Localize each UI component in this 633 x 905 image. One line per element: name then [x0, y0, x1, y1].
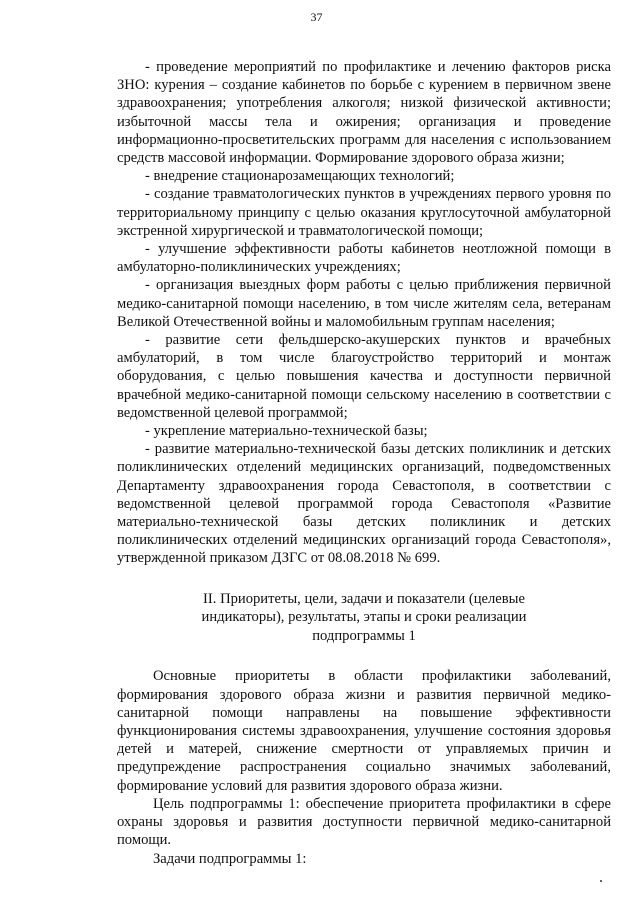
body-paragraph-priorities: Основные приоритеты в области профилактики заболеваний, формирования здорового образа жизни и развития первичной медико-санитарной помощи направлены на повышение эффективности функционирования системы здравоохранения, улучшение состояния здоровья детей и матерей, снижение смертности от управляемых причин и предупреждение распространения социально значимых заболеваний, формирование условий для развития здорового образа жизни.	[117, 668, 611, 794]
spacer	[117, 645, 611, 667]
list-item: - внедрение стационарозамещающих технологий;	[145, 168, 455, 185]
page-number: 37	[310, 10, 323, 24]
scan-speck	[600, 880, 602, 882]
list-item: - организация выездных форм работы с целью приближения первичной медико-санитарной помощи населению, в том числе жителям села, ветеранам Великой Отечественной войны и маломобильным группам населения;	[117, 277, 611, 330]
section-heading	[117, 590, 611, 646]
body-paragraph-tasks: Задачи подпрограммы 1:	[153, 850, 307, 867]
list-item: - проведение мероприятий по профилактике и лечению факторов риска ЗНО: курения – создание кабинетов по борьбе с курением в первичном звене здравоохранения; употребления алкоголя; низкой физической активности; избыточной массы тела и ожирения; организация и проведение информационно-просветительских программ для населения с использованием средств массовой информации. Формирование здорового образа жизни;	[117, 59, 611, 167]
list-item: - развитие сети фельдшерско-акушерских пунктов и врачебных амбулаторий, в том числе благоустройство территорий и монтаж оборудования, с целью повышения качества и доступности первичной врачебной медико-санитарной помощи сельскому населению в соответствии с ведомственной целевой программой;	[117, 332, 611, 421]
list-item: - улучшение эффективности работы кабинетов неотложной помощи в амбулаторно-поликлинических учреждениях;	[117, 241, 611, 276]
list-item: - развитие материально-технической базы детских поликлиник и детских поликлинических отделений медицинских организаций, подведомственных Департаменту здравоохранения города Севастополя, в соответствии с ведомственной целевой программой города Севастополя «Развитие материально-технической базы детских поликлиник и детских поликлинических отделений медицинских организаций города Севастополя», утвержденной приказом ДЗГС от 08.08.2018 № 699.	[117, 441, 611, 567]
section-heading-line-3: подпрограммы 1	[312, 627, 416, 644]
section-heading-line-2: индикаторы), результаты, этапы и сроки реализации	[201, 609, 527, 626]
list-item: - создание травматологических пунктов в учреждениях первого уровня по территориальному принципу с целью оказания круглосуточной амбулаторной экстренной хирургической и травматологической помощи;	[117, 186, 611, 239]
section-heading-line-1: II. Приоритеты, цели, задачи и показатели (целевые	[203, 590, 525, 607]
list-item: - укрепление материально-технической базы;	[145, 423, 428, 440]
body-paragraph-goal: Цель подпрограммы 1: обеспечение приоритета профилактики в сфере охраны здоровья и развития доступности первичной медико-санитарной помощи.	[117, 795, 611, 849]
page-content	[117, 58, 611, 868]
